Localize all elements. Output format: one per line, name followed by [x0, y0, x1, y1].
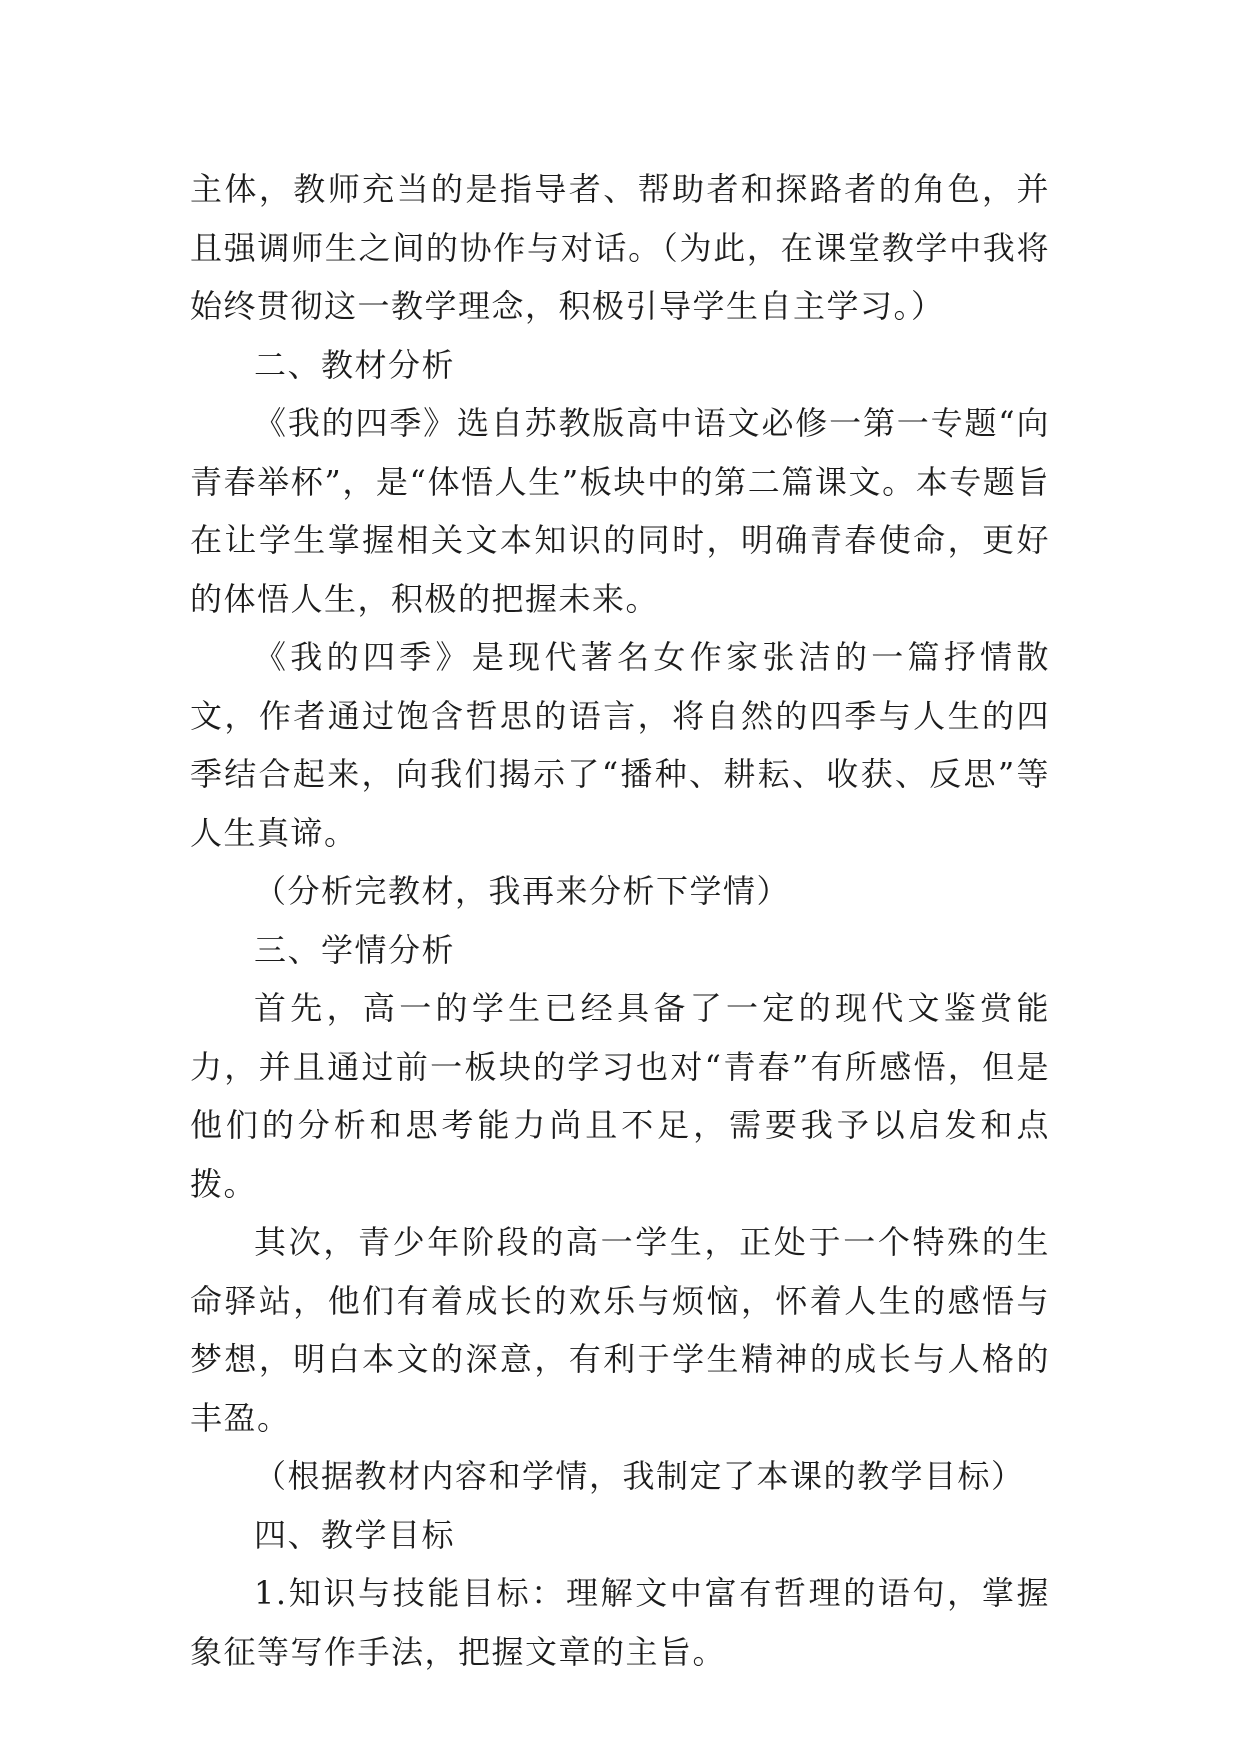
- paragraph-transition-2: （根据教材内容和学情，我制定了本课的教学目标）: [254, 1457, 1025, 1495]
- paragraph-goal-knowledge: 1.知识与技能目标：理解文中富有哲理的语句，掌握象征等写作手法，把握文章的主旨。: [190, 1574, 1050, 1671]
- paragraph-text-summary: 《我的四季》是现代著名女作家张洁的一篇抒情散文，作者通过饱含哲思的语言，将自然的四季与人生的四季结合起来，向我们揭示了“播种、耕耘、收获、反思”等人生真谛。: [190, 638, 1050, 852]
- section-heading-textbook-analysis: 二、教材分析: [254, 345, 456, 384]
- section-heading-teaching-goals: 四、教学目标: [254, 1515, 456, 1554]
- paragraph-continuation: 主体，教师充当的是指导者、帮助者和探路者的角色，并且强调师生之间的协作与对话。（为此，在课堂教学中我将始终贯彻这一教学理念，积极引导学生自主学习。）: [190, 170, 1050, 325]
- paragraph-student-second: 其次，青少年阶段的高一学生，正处于一个特殊的生命驿站，他们有着成长的欢乐与烦恼，怀着人生的感悟与梦想，明白本文的深意，有利于学生精神的成长与人格的丰盈。: [190, 1223, 1050, 1437]
- paragraph-transition-1: （分析完教材，我再来分析下学情）: [254, 872, 791, 910]
- section-heading-student-analysis: 三、学情分析: [254, 930, 456, 969]
- paragraph-textbook-source: 《我的四季》选自苏教版高中语文必修一第一专题“向青春举杯”，是“体悟人生”板块中的第二篇课文。本专题旨在让学生掌握相关文本知识的同时，明确青春使命，更好的体悟人生，积极的把握未来。: [190, 404, 1050, 618]
- document-body: [190, 160, 1050, 1681]
- paragraph-student-first: 首先，高一的学生已经具备了一定的现代文鉴赏能力，并且通过前一板块的学习也对“青春”有所感悟，但是他们的分析和思考能力尚且不足，需要我予以启发和点拨。: [190, 989, 1050, 1203]
